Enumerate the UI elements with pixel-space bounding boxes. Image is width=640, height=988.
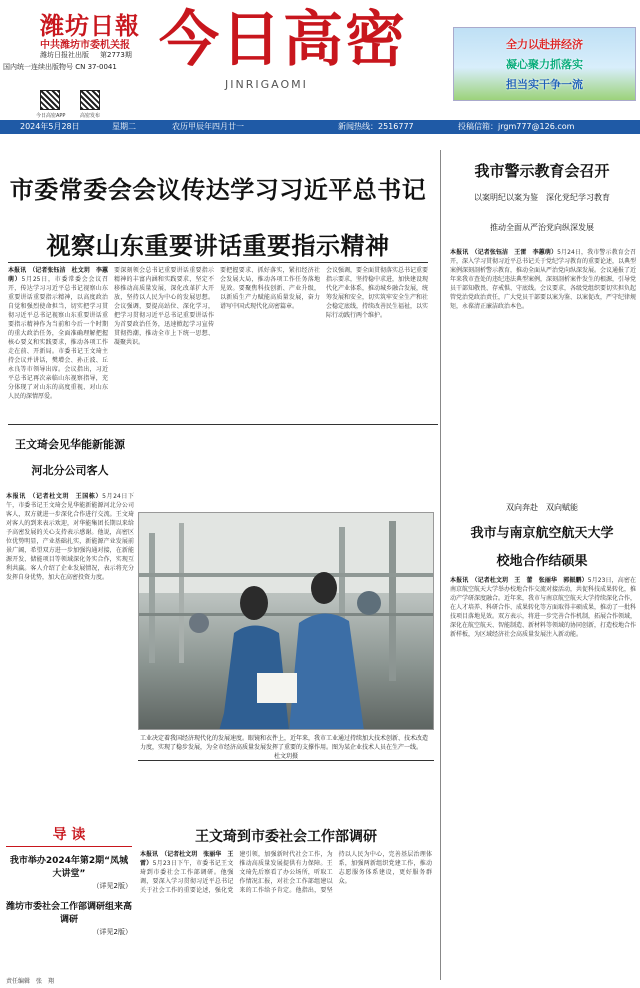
story2-body: [6, 492, 134, 814]
story4-body: [140, 850, 432, 980]
publisher: 潍坊日报社出版: [40, 51, 89, 59]
guide-box: [6, 824, 132, 937]
story3-text: 5月23日，高密在南京航空航天大学举办校地合作交流对接活动，共促科技成果转化，推动产学研深度融合。近年来，我市与南京航空航天大学持续深化合作，在人才培养、科研合作、成果转化等方面取得丰硕成果，推动了一批科技项目落地见效。双方表示，将进一步完善合作机制，拓展合作领域，深化在航空航天、智能制造、新材料等领域的协同创新，打造校地合作新样板，为区域经济社会高质量发展注入新动能。: [450, 577, 636, 638]
newspaper-org: 中共潍坊市委机关报: [40, 40, 130, 51]
story2-headline: 河北分公司客人: [31, 464, 109, 477]
story2-byline: 本报讯 （记者杜文玥 王国栋）: [6, 493, 103, 500]
qr-code-icon[interactable]: [40, 90, 60, 110]
story3-headline: 校地合作结硕果: [496, 554, 588, 569]
story3-headline: 我市与南京航空航天大学: [470, 526, 614, 541]
story3-byline: 本报讯 （记者杜文玥 王 蕾 张丽华 郭振鹏）: [450, 577, 588, 584]
publish-date: 2024年5月28日: [20, 122, 80, 131]
newspaper-brand: 潍坊日報: [40, 11, 140, 40]
story3-body: [450, 576, 636, 976]
lead-column: [8, 266, 108, 416]
side-headline: 我市警示教育会召开: [474, 162, 610, 180]
cn-number: 国内统一连续出版物号 CN 37-0041: [3, 63, 117, 71]
promo-banner: [453, 27, 636, 101]
news-hotline: 新闻热线：2516777: [338, 122, 414, 131]
lunar-date: 农历甲辰年四月廿一: [172, 122, 244, 131]
lead-headline-line2: 视察山东重要讲话重要指示精神: [46, 231, 390, 260]
guide-item-2-page: （详见2版）: [92, 928, 132, 936]
divider: [8, 424, 438, 425]
side-subtitle: 推动全面从严治党向纵深发展: [490, 223, 594, 232]
story2-text: 5月24日下午，市委书记王文琦会见华能新能源河北分公司客人，双方就进一步深化合作进行交流。王文琦对客人的到来表示欢迎，对华能集团长期以来给予高密发展的关心支持表示感谢。他说，高密区位优势明显，产业基础扎实，新能源产业发展前景广阔，希望双方进一步加强沟通对接，在新能源开发、储能项目等领域深化务实合作，实现互利共赢。客人介绍了企业发展情况，表示将充分发挥自身优势，加大在高密投资力度。: [6, 493, 134, 581]
factory-photo-illustration: [139, 513, 434, 730]
column-divider: [440, 150, 441, 980]
guide-item-1-page: （详见2版）: [92, 882, 132, 890]
story4-text: 5月23日下午，市委书记王文琦到市委社会工作部调研。他强调，要深入学习贯彻习近平总书记关于社会工作的重要论述，强化党建引领，加强新时代社会工作，为推动高质量发展提供有力保障。王文琦先后察看了办公场所，听取工作情况汇报，对社会工作部组建以来的工作给予肯定。他指出，要坚持以人民为中心，完善基层治理体系，加强两新组织党建工作，推动志愿服务体系建设，更好服务群众。: [140, 851, 432, 894]
info-bar: [0, 120, 640, 134]
promo-slogan: 全力以赴拼经济: [506, 38, 583, 51]
guide-item-2[interactable]: 潍坊市委社会工作部调研组来高调研: [6, 902, 133, 925]
divider: [8, 262, 428, 263]
submission-email[interactable]: 投稿信箱：jrgm777@126.com: [458, 122, 575, 131]
qr-code-icon[interactable]: [80, 90, 100, 110]
promo-slogan: 担当实干争一流: [506, 78, 583, 91]
photo-caption-text: 工业决定着我国经济现代化的发展速度。眼镜和衣件上，近年来，我市工业通过持续加大技术创新、技术改造力度，实现了稳步发展，为全市经济高质量发展发挥了重要的支撑作用。图为某企业技术人员在生产一线。: [140, 735, 429, 751]
photo-caption: [140, 734, 432, 761]
issue-number: 第2773期: [100, 51, 132, 59]
lead-column: 要把握要求、抓好落实，紧扣经济社会发展大局，推动各项工作任务落地见效。要聚焦科技创新、产业升级，以新质生产力赋能高质量发展，奋力谱写中国式现代化高密篇章。: [220, 267, 320, 310]
story4-headline: 王文琦到市委社会工作部调研: [195, 829, 377, 845]
side-subtitle: 以案明纪以案为鉴 深化党纪学习教育: [474, 193, 610, 202]
lead-column: 要深刻领会总书记重要讲话重要指示精神的丰富内涵和实践要求，坚定不移推动高质量发展，深化改革扩大开放，坚持以人民为中心的发展思想。会议强调，要提高站位、深化学习，把学习贯彻习近平总书记重要讲话作为首要政治任务，迅速掀起学习宣传贯彻热潮，推动全市上下统一思想、凝聚共识。: [114, 267, 214, 346]
newspaper-pinyin: JINRIGAOMI: [225, 78, 308, 91]
factory-photo: [138, 512, 434, 730]
guide-item-1[interactable]: 我市举办2024年第2期“凤城大讲堂”: [9, 856, 129, 879]
story4-byline: 本报讯 （记者杜文玥 张丽华 王雷）: [140, 851, 234, 867]
side-byline: 本报讯 （记者张钰洁 王雷 李蕙萌）: [450, 249, 558, 256]
qr-caption-fabu: 高密发布: [80, 113, 101, 119]
lead-byline: 本报讯 （记者张钰洁 杜文玥 李蕙萌）: [8, 267, 108, 283]
lead-column: 会议强调，要全面贯彻落实总书记重要指示要求，坚持稳中求进，加快建设现代化产业体系，推动城乡融合发展，统筹发展和安全，切实筑牢安全生产和社会稳定底线，持续改善民生福祉，以实际行动践行两个维护。: [326, 267, 428, 319]
story2-headline: 王文琦会见华能新能源: [15, 438, 125, 451]
promo-slogan: 凝心聚力抓落实: [506, 58, 583, 71]
qr-caption-app: 今日高密APP: [36, 113, 66, 119]
photo-credit: 杜文玥摄: [273, 753, 298, 760]
divider: [138, 760, 434, 761]
story3-kicker: 双向奔赴 双向赋能: [506, 503, 578, 512]
weekday: 星期二: [112, 122, 136, 131]
lead-text: 5月25日，市委常委会会议召开，传达学习习近平总书记视察山东重要讲话重要指示精神，以高度政治自觉和强烈使命担当，切实把学习贯彻习近平总书记视察山东重要讲话重要指示精神作为当前和今后一个时期的重大政治任务，全面准确理解把握核心要义和实践要求，推动各项工作走在前、开新局。市委书记王文琦主持会议并讲话，樊增会、孙正波、丘永良等市领导出席。会议指出，习近平总书记再次亲临山东视察指导，充分体现了对山东的高度重视、对山东人民的深情厚爱。: [8, 276, 108, 400]
side-text: 5月24日，我市警示教育会召开，深入学习贯彻习近平总书记关于党纪学习教育的重要论述，以典型案例深刻剖析警示教育，推动全面从严治党向纵深发展。会议通报了近年来我市查处的违纪违法典型案例，深刻剖析案件发生的根源，引导党员干部知敬畏、存戒惧、守底线。会议要求，各级党组织要切实担负起管党治党政治责任，广大党员干部要以案为鉴、以案促改，严守纪律规矩，永葆清正廉洁政治本色。: [450, 249, 636, 310]
footer-editor: 责任编辑 张 翔: [6, 978, 55, 985]
lead-headline-line1: 市委常委会会议传达学习习近平总书记: [9, 175, 427, 204]
newspaper-title: 今日高密: [159, 5, 407, 75]
side-body: [450, 248, 636, 488]
guide-heading: 导 读: [6, 824, 132, 847]
